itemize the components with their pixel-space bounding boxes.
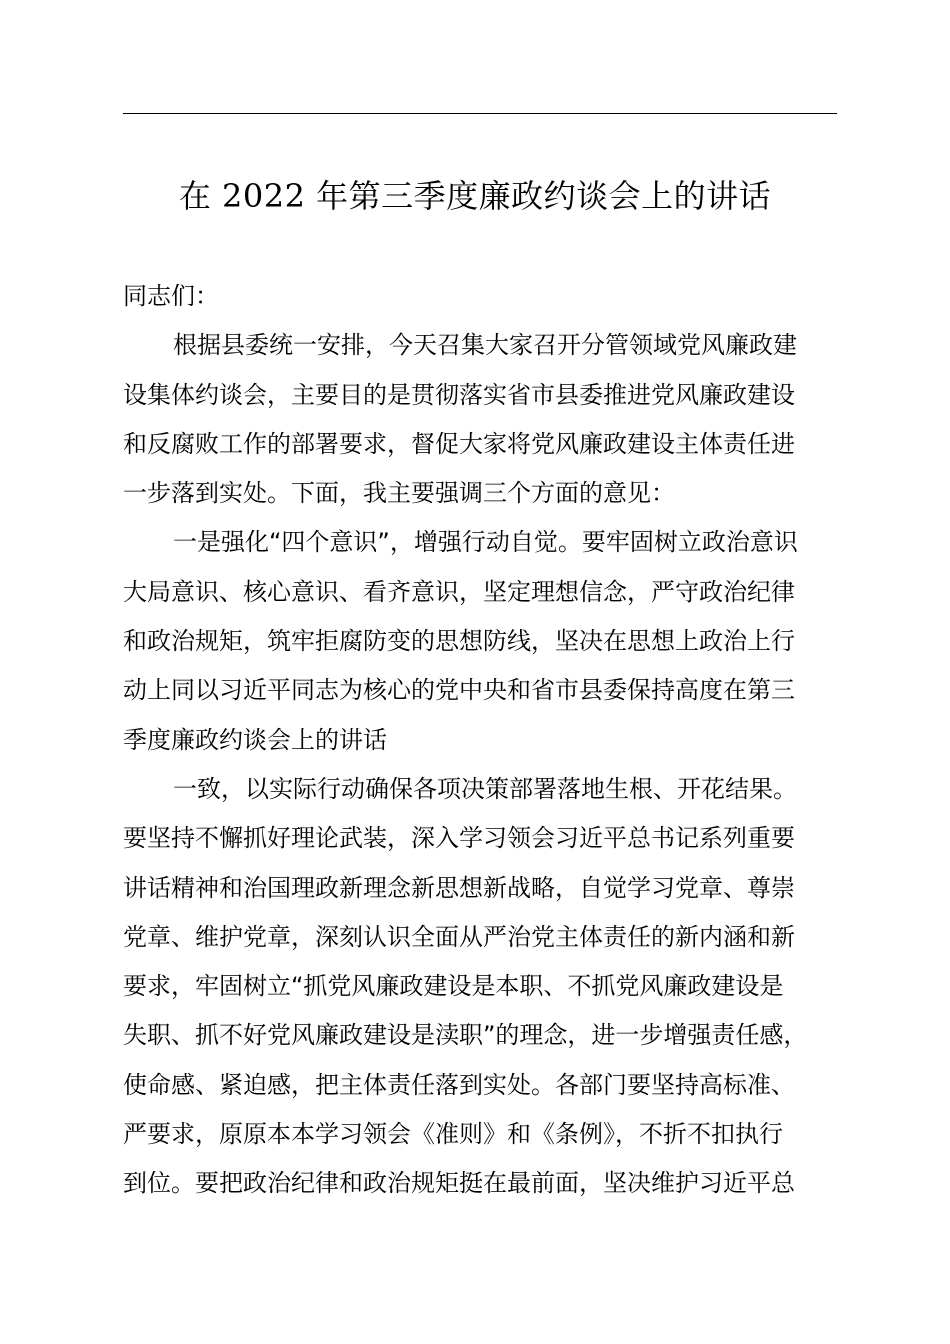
paragraph-line: 党章、维护党章，深刻认识全面从严治党主体责任的新内涵和新	[123, 922, 795, 951]
paragraph-line: 到位。要把政治纪律和政治规矩挺在最前面，坚决维护习近平总	[123, 1169, 795, 1198]
paragraph-line: 严要求，原原本本学习领会《准则》和《条例》，不折不扣执行	[123, 1120, 783, 1149]
paragraph-line: 一致，以实际行动确保各项决策部署落地生根、开花结果。	[173, 774, 797, 803]
document-title: 在 2022 年第三季度廉政约谈会上的讲话	[178, 177, 772, 215]
paragraph-line: 和政治规矩，筑牢拒腐防变的思想防线，坚决在思想上政治上行	[123, 627, 795, 656]
paragraph-line: 和反腐败工作的部署要求，督促大家将党风廉政建设主体责任进	[123, 429, 795, 458]
salutation-line: 同志们：	[123, 282, 219, 310]
paragraph-line: 季度廉政约谈会上的讲话	[123, 725, 387, 754]
paragraph-line: 失职、抓不好党风廉政建设是渎职”的理念，进一步增强责任感，	[123, 1021, 808, 1050]
paragraph-line: 根据县委统一安排，今天召集大家召开分管领域党风廉政建	[173, 331, 797, 360]
paragraph-line: 一步落到实处。下面，我主要强调三个方面的意见：	[123, 479, 675, 508]
paragraph-line: 动上同以习近平同志为核心的党中央和省市县委保持高度在第三	[123, 676, 795, 705]
paragraph-line: 设集体约谈会，主要目的是贯彻落实省市县委推进党风廉政建设	[123, 380, 795, 409]
paragraph-line: 讲话精神和治国理政新理念新思想新战略，自觉学习党章、尊崇	[123, 873, 795, 902]
paragraph-line: 使命感、紧迫感，把主体责任落到实处。各部门要坚持高标准、	[123, 1070, 795, 1099]
paragraph-line: 大局意识、核心意识、看齐意识，坚定理想信念，严守政治纪律	[123, 577, 795, 606]
paragraph-line: 一是强化“四个意识”，增强行动自觉。要牢固树立政治意识	[173, 528, 798, 557]
paragraph-line: 要求，牢固树立“抓党风廉政建设是本职、不抓党风廉政建设是	[123, 972, 784, 1001]
document-body	[123, 272, 837, 1209]
header-rule	[123, 113, 837, 114]
paragraph-line: 要坚持不懈抓好理论武装，深入学习领会习近平总书记系列重要	[123, 824, 795, 853]
